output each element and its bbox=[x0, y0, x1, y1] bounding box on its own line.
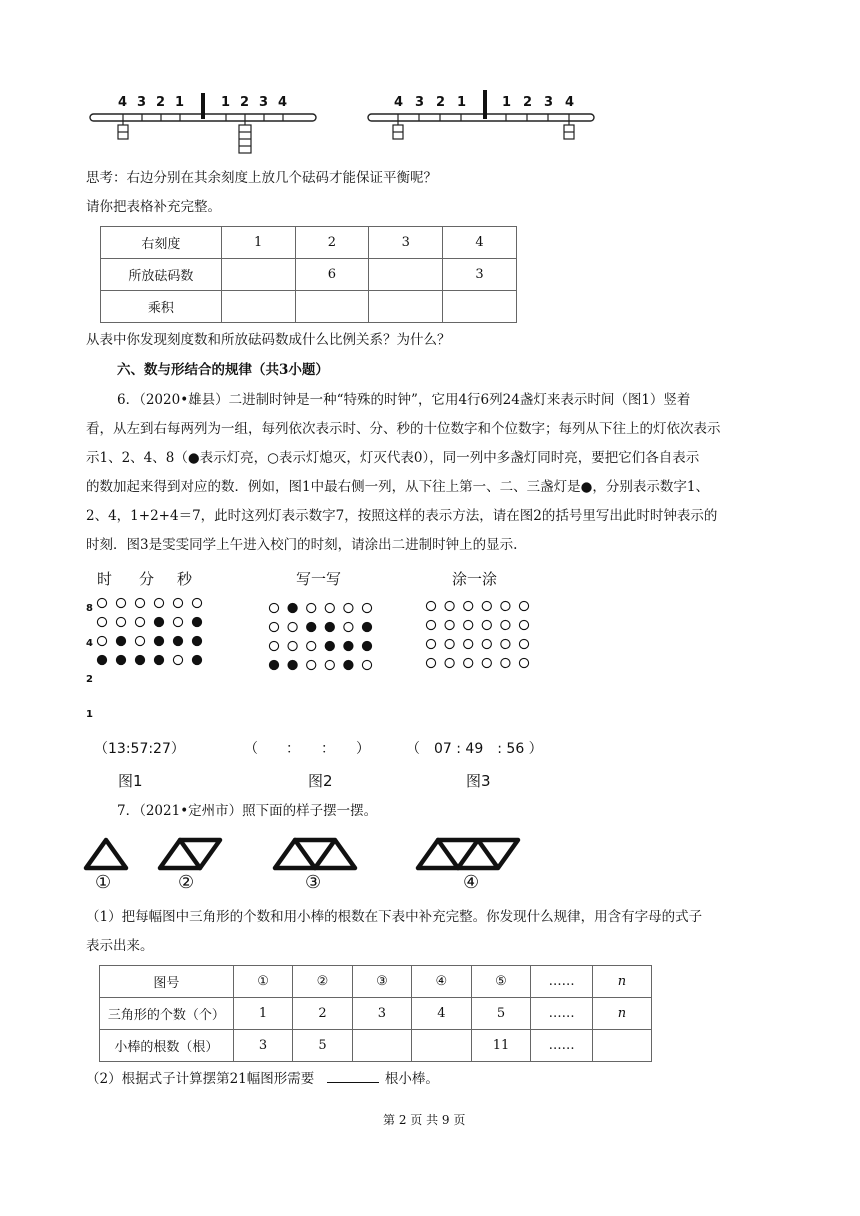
tick-label: 1 bbox=[502, 95, 512, 110]
binary-clock-fig3[interactable] bbox=[425, 600, 545, 672]
lamp-off-dot[interactable] bbox=[445, 639, 454, 648]
lamp-off-dot bbox=[173, 655, 182, 664]
lamp-off-dot[interactable] bbox=[519, 639, 528, 648]
lamp-off-dot[interactable] bbox=[519, 601, 528, 610]
table-cell-input[interactable] bbox=[221, 259, 295, 291]
lamp-off-dot[interactable] bbox=[445, 601, 454, 610]
fig1-time: （13:57:27） bbox=[94, 741, 185, 757]
lamp-off-dot bbox=[154, 598, 163, 607]
problem7-sub1-line: （1）把每幅图中三角形的个数和用小棒的根数在下表中补充完整。你发现什么规律，用含有字母的式子 bbox=[86, 909, 703, 925]
table-cell-input[interactable] bbox=[221, 291, 295, 323]
lamp-off-dot bbox=[135, 617, 144, 626]
lamp-off-dot bbox=[288, 641, 297, 650]
tick-label: 2 bbox=[436, 95, 446, 110]
triangle-fig3 bbox=[275, 840, 315, 868]
row-label-2: 2 bbox=[86, 674, 93, 685]
table-row bbox=[100, 966, 652, 998]
tick-label: 3 bbox=[259, 95, 269, 110]
table-cell: …… bbox=[531, 998, 592, 1030]
table-cell: …… bbox=[531, 1030, 592, 1062]
table-cell: 2 bbox=[295, 227, 369, 259]
table-cell-input[interactable] bbox=[369, 259, 443, 291]
table-cell: 4 bbox=[443, 227, 517, 259]
lamp-off-dot[interactable] bbox=[464, 601, 473, 610]
lamp-off-dot[interactable] bbox=[482, 620, 491, 629]
table-cell: 三角形的个数（个） bbox=[100, 998, 234, 1030]
tick-label: 3 bbox=[415, 95, 425, 110]
lamp-on-dot bbox=[97, 655, 106, 664]
fig3-time: （ 07 : 49 : 56 ） bbox=[406, 741, 543, 757]
lamp-off-dot[interactable] bbox=[482, 601, 491, 610]
lamp-off-dot[interactable] bbox=[501, 639, 510, 648]
table-cell: 5 bbox=[471, 998, 531, 1030]
problem6-line: 2、4，1+2+4＝7，此时这列灯表示数字7，按照这样的表示方法，请在图2的括号里写出此时时钟表示的 bbox=[86, 508, 718, 524]
table-cell: 3 bbox=[352, 998, 411, 1030]
table-cell-input[interactable] bbox=[295, 291, 369, 323]
fig1-header-minute: 分 bbox=[139, 570, 155, 588]
tick-label: 3 bbox=[137, 95, 147, 110]
lamp-off-dot bbox=[362, 603, 371, 612]
problem6-line: 看，从左到右每两列为一组，每列依次表示时、分、秒的十位数字和个位数字；每列从下往上的灯依次表示 bbox=[86, 421, 721, 437]
lamp-off-dot bbox=[116, 598, 125, 607]
lamp-on-dot bbox=[307, 622, 316, 631]
table-cell-input[interactable] bbox=[443, 291, 517, 323]
lamp-on-dot bbox=[269, 660, 278, 669]
lamp-on-dot bbox=[154, 617, 163, 626]
table-row bbox=[101, 259, 517, 291]
tick-label: 4 bbox=[278, 95, 288, 110]
table-cell: 小棒的根数（根） bbox=[100, 1030, 234, 1062]
table-cell: 11 bbox=[471, 1030, 531, 1062]
fig3-caption: 图3 bbox=[466, 772, 491, 790]
tick-label: 1 bbox=[175, 95, 185, 110]
table-cell: 5 bbox=[293, 1030, 352, 1062]
lamp-on-dot bbox=[192, 617, 201, 626]
tick-label: 2 bbox=[523, 95, 533, 110]
lamp-off-dot[interactable] bbox=[482, 658, 491, 667]
lamp-on-dot bbox=[154, 636, 163, 645]
tick-label: 3 bbox=[544, 95, 554, 110]
lamp-off-dot[interactable] bbox=[501, 601, 510, 610]
problem6-line: 6．（2020•雄县）二进制时钟是一种“特殊的时钟”，它用4行6列24盏灯来表示时间（图1）竖着 bbox=[117, 392, 691, 408]
table-cell: n bbox=[592, 966, 651, 998]
binary-clock-fig2 bbox=[268, 602, 388, 674]
table-cell: 右刻度 bbox=[101, 227, 222, 259]
lamp-off-dot[interactable] bbox=[464, 620, 473, 629]
lamp-on-dot bbox=[154, 655, 163, 664]
lamp-off-dot[interactable] bbox=[501, 620, 510, 629]
table-cell: 3 bbox=[369, 227, 443, 259]
page-footer: 第 2 页 共 9 页 bbox=[383, 1113, 466, 1127]
tick-label: 4 bbox=[394, 95, 404, 110]
lamp-off-dot bbox=[269, 622, 278, 631]
tick-label: 2 bbox=[156, 95, 166, 110]
lamp-off-dot[interactable] bbox=[464, 658, 473, 667]
row-label-4: 4 bbox=[86, 638, 93, 649]
triangle-fig2 bbox=[160, 840, 200, 868]
table-cell: 3 bbox=[443, 259, 517, 291]
problem7-line: 7．（2021•定州市）照下面的样子摆一摆。 bbox=[117, 803, 378, 819]
lamp-on-dot bbox=[325, 622, 334, 631]
lamp-on-dot bbox=[135, 655, 144, 664]
lamp-off-dot[interactable] bbox=[426, 639, 435, 648]
lamp-off-dot bbox=[325, 660, 334, 669]
lamp-off-dot bbox=[288, 622, 297, 631]
tick-label: 1 bbox=[221, 95, 231, 110]
table-cell-input[interactable] bbox=[412, 1030, 471, 1062]
lamp-off-dot bbox=[344, 603, 353, 612]
think-question: 思考：右边分别在其余刻度上放几个砝码才能保证平衡呢？ bbox=[86, 170, 437, 186]
lamp-off-dot bbox=[192, 598, 201, 607]
lamp-off-dot[interactable] bbox=[445, 658, 454, 667]
lamp-on-dot bbox=[344, 660, 353, 669]
fig-label-2: ② bbox=[178, 872, 195, 893]
lamp-off-dot bbox=[116, 617, 125, 626]
table-cell: 所放砝码数 bbox=[101, 259, 222, 291]
lamp-on-dot bbox=[192, 636, 201, 645]
lamp-off-dot bbox=[307, 603, 316, 612]
lamp-off-dot bbox=[344, 622, 353, 631]
row-label-1: 1 bbox=[86, 709, 93, 720]
table-cell-input[interactable] bbox=[369, 291, 443, 323]
table-cell: ③ bbox=[352, 966, 411, 998]
answer-blank[interactable] bbox=[327, 1068, 379, 1083]
fig-label-3: ③ bbox=[305, 872, 322, 893]
fig2-time-answer[interactable]: （ ： ： ） bbox=[244, 741, 370, 757]
table-cell: n bbox=[592, 998, 651, 1030]
tick-label: 2 bbox=[240, 95, 250, 110]
fig3-header: 涂一涂 bbox=[452, 570, 498, 588]
problem7-sub1-line: 表示出来。 bbox=[86, 938, 154, 954]
lamp-on-dot bbox=[362, 641, 371, 650]
problem7-sub2 bbox=[86, 1068, 439, 1089]
tick-label: 4 bbox=[565, 95, 575, 110]
tick-label: 1 bbox=[457, 95, 467, 110]
lamp-off-dot bbox=[307, 660, 316, 669]
lamp-off-dot[interactable] bbox=[426, 620, 435, 629]
binary-clock-fig1 bbox=[96, 597, 216, 669]
lamp-off-dot bbox=[307, 641, 316, 650]
row-label-8: 8 bbox=[86, 603, 93, 614]
lamp-on-dot bbox=[344, 641, 353, 650]
fig-label-4: ④ bbox=[463, 872, 480, 893]
table-cell: ⑤ bbox=[471, 966, 531, 998]
lamp-off-dot bbox=[97, 598, 106, 607]
lamp-off-dot bbox=[135, 598, 144, 607]
lamp-on-dot bbox=[288, 660, 297, 669]
fig2-caption: 图2 bbox=[308, 772, 333, 790]
table-cell: 2 bbox=[293, 998, 352, 1030]
lamp-off-dot bbox=[173, 598, 182, 607]
table-row bbox=[101, 291, 517, 323]
lamp-off-dot[interactable] bbox=[501, 658, 510, 667]
problem6-line: 示1、2、4、8（●表示灯亮，○表示灯熄灭，灯灭代表0），同一列中多盏灯同时亮，要把它们各自表示 bbox=[86, 450, 700, 466]
lamp-off-dot bbox=[269, 641, 278, 650]
lamp-off-dot bbox=[97, 617, 106, 626]
lamp-on-dot bbox=[325, 641, 334, 650]
table-row bbox=[100, 1030, 652, 1062]
table-cell: 1 bbox=[233, 998, 292, 1030]
lamp-off-dot bbox=[97, 636, 106, 645]
fig2-header: 写一写 bbox=[296, 570, 342, 588]
problem7-sub2-suffix: 根小棒。 bbox=[384, 1071, 439, 1087]
section-heading: 六、数与形结合的规律（共3小题） bbox=[117, 362, 329, 378]
table-cell-input[interactable] bbox=[592, 1030, 651, 1062]
lamp-off-dot[interactable] bbox=[426, 601, 435, 610]
lamp-on-dot bbox=[116, 636, 125, 645]
lamp-off-dot[interactable] bbox=[519, 620, 528, 629]
table-cell: …… bbox=[531, 966, 592, 998]
lamp-off-dot[interactable] bbox=[445, 620, 454, 629]
lamp-on-dot bbox=[362, 622, 371, 631]
problem6-line: 的数加起来得到对应的数．例如，图1中最右侧一列，从下往上第一、二、三盏灯是●，分别表示数字1、 bbox=[86, 479, 709, 495]
problem6-line: 时刻．图3是雯雯同学上午进入校门的时刻，请涂出二进制时钟上的显示. bbox=[86, 537, 518, 553]
triangle-fig4 bbox=[418, 840, 458, 868]
table-cell: 3 bbox=[233, 1030, 292, 1062]
triangle-fig1 bbox=[86, 840, 126, 868]
table-cell: 6 bbox=[295, 259, 369, 291]
lamp-on-dot bbox=[173, 636, 182, 645]
table-triangles bbox=[99, 965, 652, 1062]
table-cell: 4 bbox=[412, 998, 471, 1030]
tick-label: 4 bbox=[118, 95, 128, 110]
fill-table-instruction: 请你把表格补充完整。 bbox=[86, 199, 221, 215]
lamp-off-dot bbox=[269, 603, 278, 612]
lamp-off-dot[interactable] bbox=[426, 658, 435, 667]
fig1-caption: 图1 bbox=[118, 772, 143, 790]
table-cell: 乘积 bbox=[101, 291, 222, 323]
lamp-off-dot bbox=[362, 660, 371, 669]
lamp-off-dot bbox=[325, 603, 334, 612]
table-cell-input[interactable] bbox=[352, 1030, 411, 1062]
lamp-off-dot[interactable] bbox=[464, 639, 473, 648]
table-cell: ② bbox=[293, 966, 352, 998]
table-balance bbox=[100, 226, 517, 323]
fig-label-1: ① bbox=[95, 872, 112, 893]
ratio-question: 从表中你发现刻度数和所放砝码数成什么比例关系？为什么？ bbox=[86, 332, 451, 348]
fig1-header-second: 秒 bbox=[177, 570, 193, 588]
problem7-sub2-text: （2）根据式子计算摆第21幅图形需要 bbox=[86, 1071, 315, 1087]
lamp-off-dot bbox=[135, 636, 144, 645]
lamp-on-dot bbox=[116, 655, 125, 664]
lamp-on-dot bbox=[192, 655, 201, 664]
table-cell: 1 bbox=[221, 227, 295, 259]
table-cell: 图号 bbox=[100, 966, 234, 998]
table-cell: ④ bbox=[412, 966, 471, 998]
table-cell: ① bbox=[233, 966, 292, 998]
lamp-off-dot[interactable] bbox=[482, 639, 491, 648]
fig1-header-hour: 时 bbox=[97, 570, 113, 588]
lamp-off-dot bbox=[173, 617, 182, 626]
lamp-on-dot bbox=[288, 603, 297, 612]
table-row bbox=[100, 998, 652, 1030]
table-row bbox=[101, 227, 517, 259]
lamp-off-dot[interactable] bbox=[519, 658, 528, 667]
